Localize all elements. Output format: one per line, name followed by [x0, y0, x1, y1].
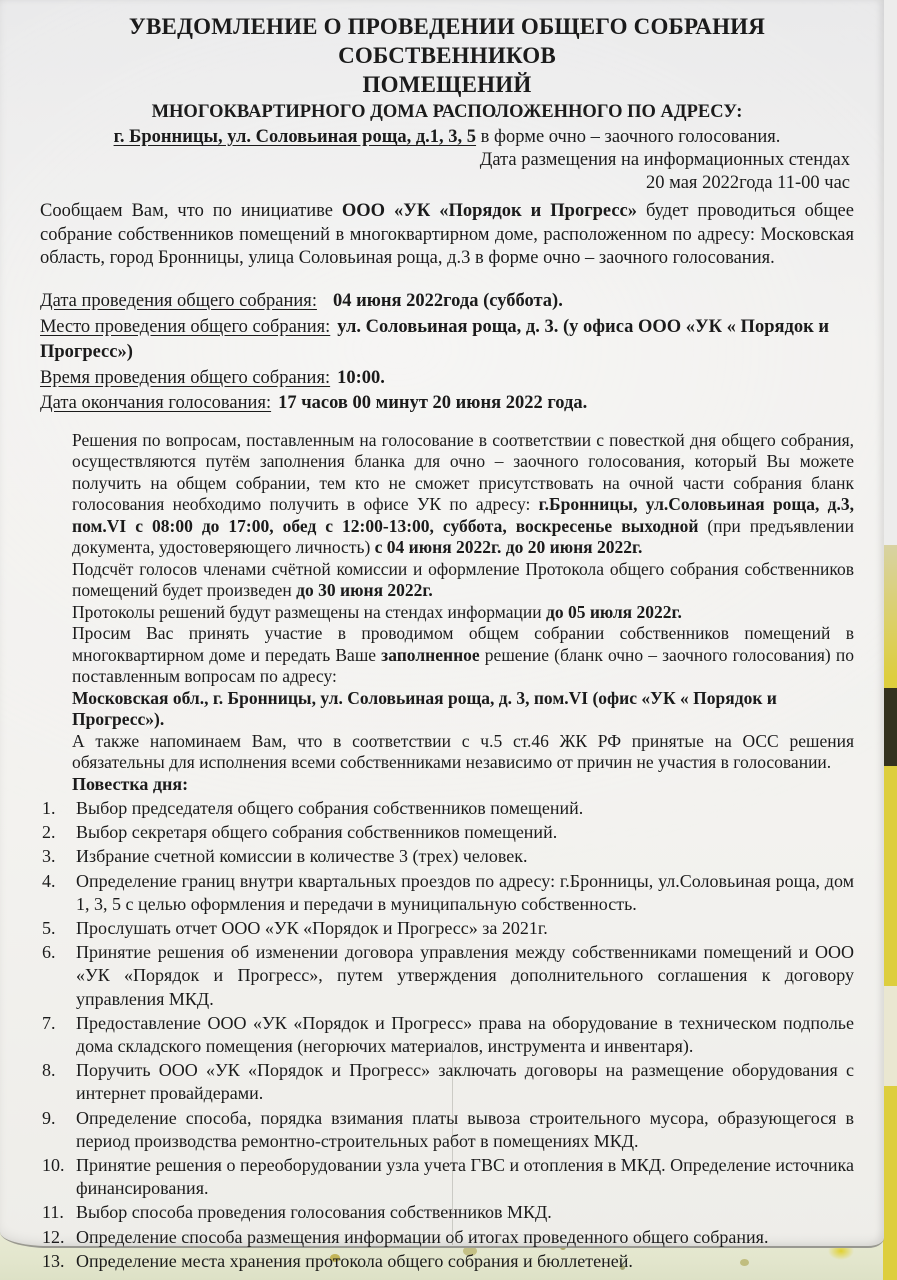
posting-date — [40, 149, 854, 195]
yellow-board-strip — [883, 545, 897, 1280]
building-address-line — [40, 126, 854, 149]
paper-fold-line — [452, 1040, 453, 1245]
voting-end-line — [40, 391, 854, 417]
agenda-item: Выбор секретаря общего собрания собственников помещений. — [76, 822, 558, 843]
agenda-item: Определение способа, порядка взимания платы вывоза строительного мусора, образующегося в период производства ремонтно-строительных работ в помещениях МКД. — [76, 1107, 854, 1151]
notice-title — [40, 12, 854, 99]
agenda-item: Принятие решения о переоборудовании узла учета ГВС и отопления в МКД. Определение источника финансирования. — [76, 1155, 854, 1199]
body-text-block — [72, 430, 854, 796]
agenda-item: Поручить ООО «УК «Порядок и Прогресс» заключать договоры на размещение оборудования с интернет провайдерами. — [76, 1060, 854, 1104]
agenda-list — [40, 797, 854, 1273]
voting-info-paragraph: Решения по вопросам, поставленным на голосование в соответствии с повесткой дня общего собрания, осуществляются путём заполнения бланка для очно – заочного голосования, который Вы можете получить на общем собрании, тем кто не сможет присутствовать на очной части собрания бланк голосования необходимо получить в офисе УК по адресу: г.Бронницы, ул.Соловьиная роща, д.3, пом.VI с 08:00 до 17:00, обед с 12:00-13:00, суббота, воскресенье выходной (при предъявлении документа, удостоверяющего личность) с 04 июня 2022г. до 20 июня 2022г. — [72, 429, 854, 557]
agenda-item: Принятие решения об изменении договора управления между собственниками помещений и ООО «УК «Порядок и Прогресс», путем утверждения дополнительного соглашения к договору управления МКД. — [76, 942, 854, 1009]
meeting-date-line — [40, 289, 854, 315]
meeting-time-label: Время проведения общего собрания: — [40, 367, 331, 388]
intro-paragraph: Сообщаем Вам, что по инициативе ООО «УК «Порядок и Прогресс» будет проводиться общее собрание собственников помещений в многоквартирном доме, расположенном по адресу: Московская область, город Бронницы, улица Соловьиная роща, д.3 в форме очно – заочного голосования. — [40, 201, 854, 268]
agenda-item: Определение границ внутри квартальных проездов по адресу: г.Бронницы, ул.Соловьиная роща, дом 1, 3, 5 с целью оформления и передачи в муниципальную собственность. — [76, 870, 854, 914]
meeting-date-label: Дата проведения общего собрания: — [40, 291, 317, 311]
agenda-item: Определение способа размещения информации об итогах проведенного общего собрания. — [76, 1226, 769, 1247]
agenda-item: Предоставление ООО «УК «Порядок и Прогресс» права на оборудование в техническом подполье дома складского помещения (негорючих материалов, инструмента и инвентаря). — [76, 1012, 854, 1057]
agenda-item: Прослушать отчет ООО «УК «Порядок и Прогресс» за 2021г. — [76, 918, 548, 939]
meeting-date-value: 04 июня 2022года (суббота). — [332, 291, 563, 311]
meeting-place-label: Место проведения общего собрания: — [40, 316, 331, 337]
agenda-item: Избрание счетной комиссии в количестве 3 (трех) человек. — [76, 846, 528, 867]
agenda-item: Выбор способа проведения голосования собственников МКД. — [76, 1202, 552, 1223]
agenda-item: Выбор председателя общего собрания собственников помещений. — [76, 798, 584, 818]
voting-end-label: Дата окончания голосования: — [40, 393, 272, 413]
voting-form-text: в форме очно – заочного голосования. — [476, 127, 781, 147]
agenda-title: Повестка дня: — [72, 773, 189, 794]
submit-address: Московская обл., г. Бронницы, ул. Соловьиная роща, д. 3, пом.VI (офис «УК « Порядок и Прогресс»). — [72, 687, 777, 729]
posting-date-caption: Дата размещения на информационных стендах — [479, 150, 850, 170]
board-light-patch — [883, 986, 897, 1086]
participation-request-paragraph: Просим Вас принять участие в проводимом общем собрании собственников помещений в многоквартирном доме и передать Ваше заполненное решение (бланк очно – заочного голосования) по поставленным вопросам по адресу: — [72, 623, 854, 686]
meeting-details — [40, 289, 854, 417]
notice-title-line2: ПОМЕЩЕНИЙ — [362, 72, 532, 97]
board-dark-patch — [883, 688, 897, 766]
building-address-underlined: г. Бронницы, ул. Соловьиная роща, д.1, 3, 5 — [113, 127, 477, 147]
legal-reminder-paragraph: А также напоминаем Вам, что в соответствии с ч.5 ст.46 ЖК РФ принятые на ОСС решения обязательны для исполнения всеми собственниками независимо от причин не участия в голосовании. — [72, 730, 854, 772]
posting-date-value: 20 мая 2022года 11-00 час — [646, 173, 850, 193]
notice-subtitle: МНОГОКВАРТИРНОГО ДОМА РАСПОЛОЖЕННОГО ПО АДРЕСУ: — [151, 102, 743, 122]
meeting-time-value: 10:00. — [337, 367, 385, 388]
voting-end-value: 17 часов 00 минут 20 июня 2022 года. — [278, 393, 588, 413]
notice-title-line1: УВЕДОМЛЕНИЕ О ПРОВЕДЕНИИ ОБЩЕГО СОБРАНИЯ СОБСТВЕННИКОВ — [128, 14, 766, 68]
meeting-place-value: ул. Соловьиная роща, д. 3. (у офиса ООО «УК « Порядок и Прогресс») — [40, 316, 830, 362]
vote-count-paragraph: Подсчёт голосов членами счётной комиссии и оформление Протокола общего собрания собственников помещений будет произведен до 30 июня 2022г. — [72, 558, 854, 600]
protocols-paragraph: Протоколы решений будут размещены на стендах информации до 05 июля 2022г. — [72, 601, 682, 622]
meeting-time-line — [40, 366, 854, 392]
meeting-place-line — [40, 315, 854, 366]
agenda-item: Определение места хранения протокола общего собрания и бюллетеней. — [76, 1250, 633, 1271]
